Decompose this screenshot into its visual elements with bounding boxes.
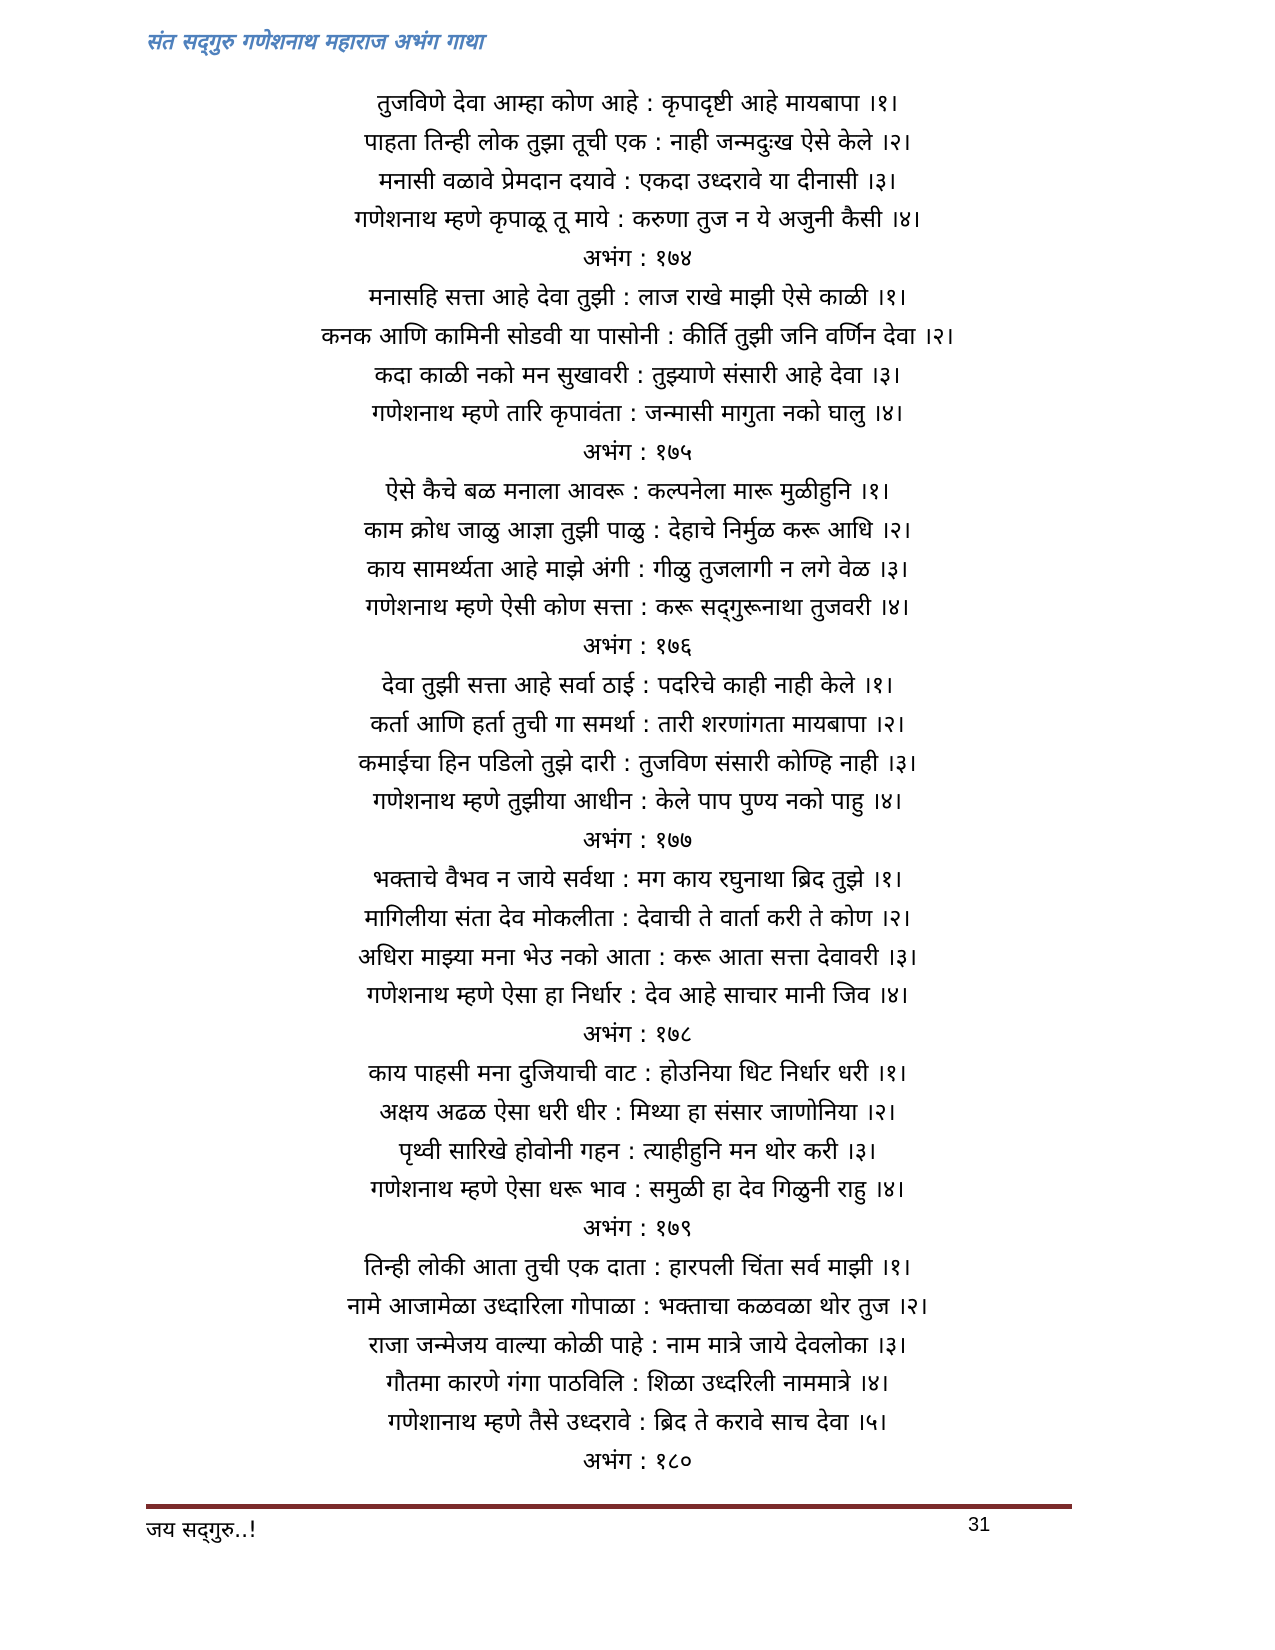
abhang-heading: अभंग : १८० [582, 1446, 693, 1475]
abhang-heading: अभंग : १७५ [582, 438, 693, 467]
abhang-heading: अभंग : १७४ [582, 244, 693, 273]
verse-line: मागिलीया संता देव मोकलीता : देवाची ते वार्ता करी ते कोण ।२। [364, 903, 911, 932]
verse-line: अधिरा माझ्या मना भेउ नको आता : करू आता सत्ता देवावरी ।३। [357, 942, 918, 971]
verse-line: मनासी वळावे प्रेमदान दयावे : एकदा उध्दरावे या दीनासी ।३। [378, 166, 897, 195]
abhang-heading: अभंग : १७८ [582, 1020, 693, 1049]
abhang-text-body [120, 84, 1155, 1481]
abhang-heading: अभंग : १७७ [582, 826, 693, 855]
verse-line: कर्ता आणि हर्ता तुची गा समर्था : तारी शरणांगता मायबापा ।२। [370, 709, 905, 738]
verse-line: तिन्ही लोकी आता तुची एक दाता : हारपली चिंता सर्व माझी ।१। [364, 1252, 911, 1281]
verse-line: कमाईचा हिन पडिलो तुझे दारी : तुजविण संसारी कोण्हि नाही ।३। [358, 748, 917, 777]
verse-line: कदा काळी नको मन सुखावरी : तुझ्याणे संसारी आहे देवा ।३। [374, 360, 901, 389]
verse-line: गौतमा कारणे गंगा पाठविलि : शिळा उध्दरिली नाममात्रे ।४। [386, 1369, 889, 1398]
verse-line: काय सामर्थ्यता आहे माझे अंगी : गीळु तुजलागी न लगे वेळ ।३। [366, 554, 909, 583]
verse-line: भक्ताचे वैभव न जाये सर्वथा : मग काय रघुनाथा ब्रिद तुझे ।१। [372, 864, 903, 893]
verse-line: राजा जन्मेजय वाल्या कोळी पाहे : नाम मात्रे जाये देवलोका ।३। [368, 1330, 907, 1359]
verse-line: तुजविणे देवा आम्हा कोण आहे : कृपादृष्टी आहे मायबापा ।१। [377, 89, 898, 117]
verse-line: पाहता तिन्ही लोक तुझा तूची एक : नाही जन्मदुःख ऐसे केले ।२। [364, 127, 911, 156]
abhang-heading: अभंग : १७६ [582, 632, 693, 661]
page-number: 31 [968, 1514, 991, 1536]
verse-line: पृथ्वी सारिखे होवोनी गहन : त्याहीहुनि मन थोर करी ।३। [398, 1136, 877, 1165]
footer-text: जय सद्‌गुरु..! [146, 1518, 257, 1543]
verse-line: अक्षय अढळ ऐसा धरी धीर : मिथ्या हा संसार जाणोनिया ।२। [379, 1097, 896, 1126]
verse-line: गणेशनाथ म्हणे कृपाळू तू माये : करुणा तुज न ये अजुनी कैसी ।४। [354, 205, 921, 234]
verse-line: देवा तुझी सत्ता आहे सर्वा ठाई : पदरिचे काही नाही केले ।१। [381, 670, 894, 699]
document-header-title: संत सद्‌गुरु गणेशनाथ महाराज अभंग गाथा [146, 30, 484, 55]
verse-line: काम क्रोध जाळु आज्ञा तुझी पाळु : देहाचे निर्मुळ करू आधि ।२। [363, 515, 912, 544]
verse-line: गणेशनाथ म्हणे तारि कृपावंता : जन्मासी मागुता नको घालु ।४। [371, 399, 904, 428]
verse-line: गणेशानाथ म्हणे तैसे उध्दरावे : ब्रिद ते करावे साच देवा ।५। [388, 1408, 887, 1437]
verse-line: नामे आजामेळा उध्दारिला गोपाळा : भक्ताचा कळवळा थोर तुज ।२। [347, 1291, 928, 1320]
verse-line: गणेशनाथ म्हणे ऐसा हा निर्धार : देव आहे साचार मानी जिव ।४। [366, 981, 909, 1010]
verse-line: ऐसे कैचे बळ मनाला आवरू : कल्पनेला मारू मुळीहुनि ।१। [385, 476, 890, 505]
verse-line: मनासहि सत्ता आहे देवा तुझी : लाज राखे माझी ऐसे काळी ।१। [368, 282, 907, 311]
verse-line: गणेशनाथ म्हणे तुझीया आधीन : केले पाप पुण्य नको पाहु ।४। [372, 787, 903, 816]
abhang-heading: अभंग : १७९ [582, 1214, 693, 1243]
verse-line: काय पाहसी मना दुजियाची वाट : होउनिया धिट निर्धार धरी ।१। [368, 1058, 907, 1087]
verse-line: गणेशनाथ म्हणे ऐसा धरू भाव : समुळी हा देव गिळुनी राहु ।४। [370, 1175, 905, 1204]
verse-line: कनक आणि कामिनी सोडवी या पासोनी : कीर्ति तुझी जनि वर्णिन देवा ।२। [321, 321, 954, 350]
verse-line: गणेशनाथ म्हणे ऐसी कोण सत्ता : करू सद्‌गुरूनाथा तुजवरी ।४। [365, 593, 910, 622]
footer-divider [146, 1504, 1072, 1509]
